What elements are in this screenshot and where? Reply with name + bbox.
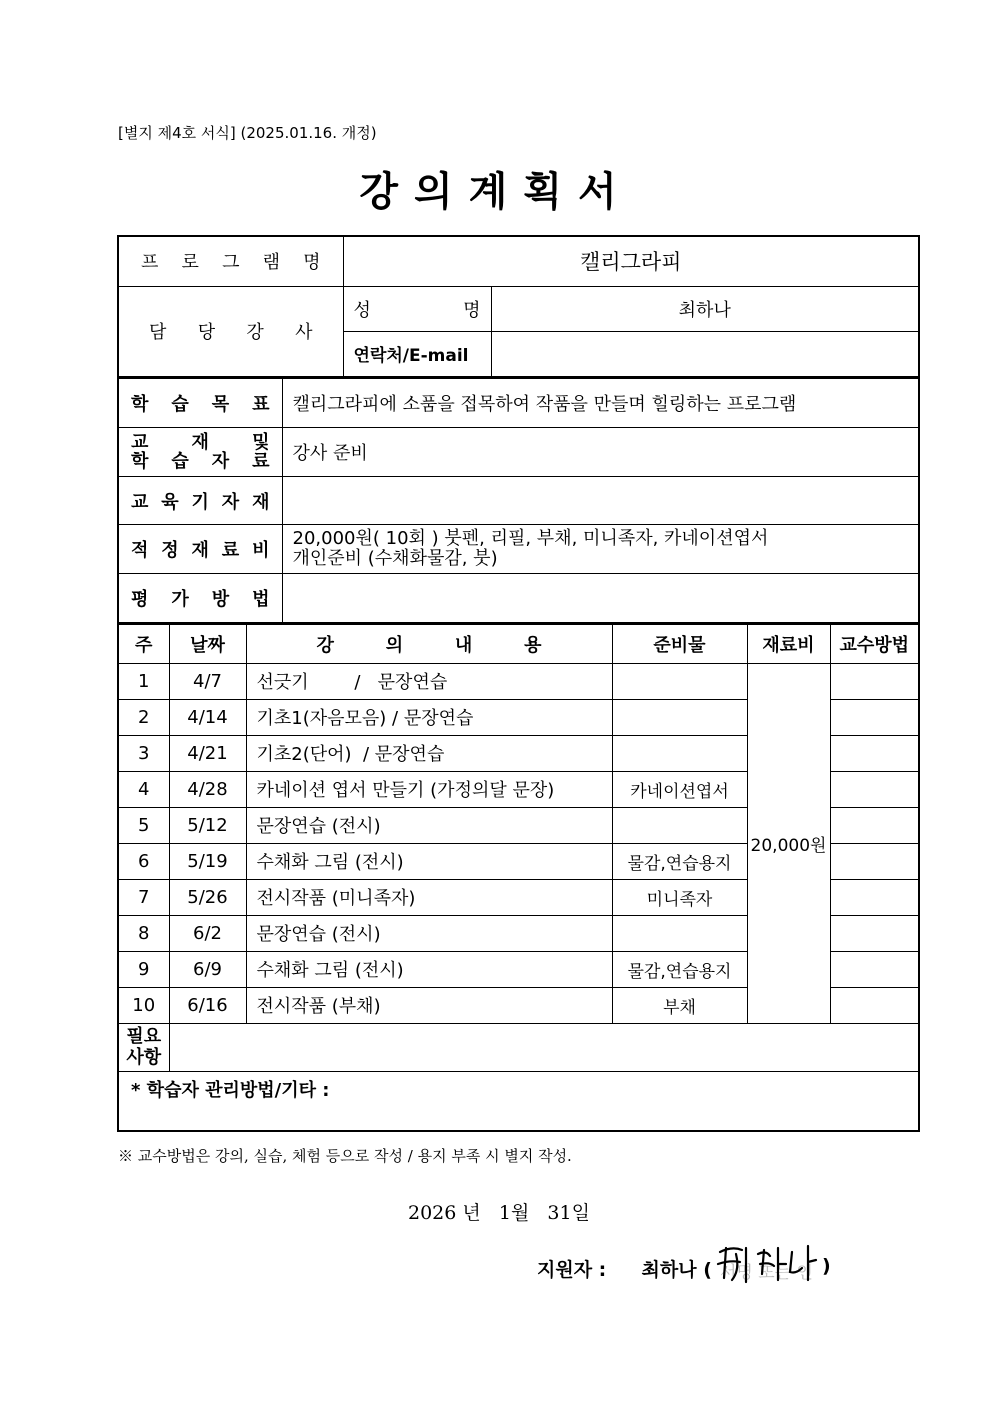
header-date: 날짜 (169, 624, 246, 663)
info-table (117, 235, 920, 378)
row-method (830, 663, 919, 699)
fee-value (282, 525, 919, 574)
row-week: 5 (118, 807, 169, 843)
row-week: 4 (118, 771, 169, 807)
row-method (830, 951, 919, 987)
row-week: 1 (118, 663, 169, 699)
program-value: 캘리그라피 (343, 236, 919, 286)
row-content: 문장연습 (전시) (246, 807, 612, 843)
row-prep: 물감,연습용지 (612, 843, 747, 879)
signature-date: 2026 년 1월 31일 (408, 1202, 590, 1224)
close-paren: ) (822, 1255, 831, 1277)
program-label (118, 236, 343, 286)
row-method (830, 807, 919, 843)
row-method (830, 771, 919, 807)
required-label: 필요 사항 (118, 1023, 169, 1071)
row-date: 6/9 (169, 951, 246, 987)
equipment-value (282, 477, 919, 525)
row-prep (612, 699, 747, 735)
contact-label: 연락처/E-mail (343, 331, 491, 377)
fee-value-line1: 20,000원( 10회 ) 붓펜, 리필, 부채, 미니족자, 카네이션엽서 (292, 528, 769, 549)
materials-value: 강사 준비 (282, 428, 919, 477)
row-method (830, 843, 919, 879)
row-content: 기초2(단어) / 문장연습 (246, 735, 612, 771)
row-date: 6/2 (169, 915, 246, 951)
schedule-table (117, 624, 920, 1133)
header-fee: 재료비 (747, 624, 830, 663)
applicant-line (537, 1255, 712, 1282)
row-date: 5/12 (169, 807, 246, 843)
row-prep (612, 735, 747, 771)
row-prep (612, 915, 747, 951)
row-date: 4/14 (169, 699, 246, 735)
row-prep: 카네이션엽서 (612, 771, 747, 807)
row-content: 기초1(자음모음) / 문장연습 (246, 699, 612, 735)
row-week: 2 (118, 699, 169, 735)
goal-value: 캘리그라피에 소품을 접목하여 작품을 만들며 힐링하는 프로그램 (282, 379, 919, 428)
row-week: 9 (118, 951, 169, 987)
header-week: 주 (118, 624, 169, 663)
instructor-label: 담 당 강 사 (118, 286, 343, 377)
row-content: 선긋기 / 문장연습 (246, 663, 612, 699)
header-content: 강 의 내 용 (246, 624, 612, 663)
applicant-name: 최하나 ( (641, 1259, 712, 1281)
row-content: 수채화 그림 (전시) (246, 843, 612, 879)
contact-value (491, 331, 919, 377)
name-label: 성 명 (343, 286, 491, 331)
row-date: 5/19 (169, 843, 246, 879)
row-date: 4/28 (169, 771, 246, 807)
row-week: 10 (118, 987, 169, 1023)
eval-value (282, 574, 919, 623)
row-prep (612, 807, 747, 843)
handwritten-signature (712, 1240, 822, 1286)
row-week: 6 (118, 843, 169, 879)
header-method: 교수방법 (830, 624, 919, 663)
row-method (830, 735, 919, 771)
row-content: 수채화 그림 (전시) (246, 951, 612, 987)
required-value (169, 1023, 919, 1071)
row-prep: 물감,연습용지 (612, 951, 747, 987)
eval-label: 평 가 방 법 (118, 574, 282, 623)
table-row (118, 663, 919, 699)
row-method (830, 699, 919, 735)
row-content: 전시작품 (부채) (246, 987, 612, 1023)
row-date: 5/26 (169, 879, 246, 915)
row-content: 전시작품 (미니족자) (246, 879, 612, 915)
learner-note: * 학습자 관리방법/기타 : (118, 1071, 919, 1131)
header-prep: 준비물 (612, 624, 747, 663)
seal-placeholder: 서명 또는 인 (720, 1263, 813, 1283)
materials-label: 교 재 및 학 습 자 료 (118, 428, 282, 477)
instructor-name: 최하나 (491, 286, 919, 331)
fee-value-line2: 개인준비 (수채화물감, 붓) (292, 548, 498, 569)
row-week: 7 (118, 879, 169, 915)
row-content: 문장연습 (전시) (246, 915, 612, 951)
row-prep: 부채 (612, 987, 747, 1023)
row-method (830, 915, 919, 951)
row-prep: 미니족자 (612, 879, 747, 915)
row-content: 카네이션 엽서 만들기 (가정의달 문장) (246, 771, 612, 807)
row-method (830, 879, 919, 915)
row-date: 6/16 (169, 987, 246, 1023)
form-label: [별지 제4호 서식] (2025.01.16. 개정) (118, 124, 377, 142)
equipment-label: 교 육 기 자 재 (118, 477, 282, 525)
row-date: 4/7 (169, 663, 246, 699)
document-title: 강의계획서 (359, 169, 633, 215)
plan-table (117, 235, 918, 1132)
row-prep (612, 663, 747, 699)
fee-label: 적 정 재 료 비 (118, 525, 282, 574)
applicant-label: 지원자 : (537, 1259, 607, 1281)
row-week: 8 (118, 915, 169, 951)
detail-table (117, 378, 920, 624)
program-label-chars: 프 로 그 램 명 (141, 252, 321, 274)
row-week: 3 (118, 735, 169, 771)
fee-total: 20,000원 (747, 663, 830, 1023)
row-method (830, 987, 919, 1023)
footer-note: ※ 교수방법은 강의, 실습, 체험 등으로 작성 / 용지 부족 시 별지 작성. (118, 1147, 572, 1165)
goal-label: 학 습 목 표 (118, 379, 282, 428)
row-date: 4/21 (169, 735, 246, 771)
